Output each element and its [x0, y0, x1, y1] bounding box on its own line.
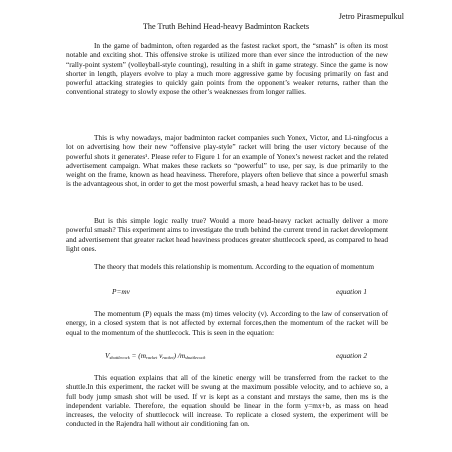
- paragraph-momentum: The momentum (P) equals the mass (m) times velocity (v). According to the law of conservation of energy, in a closed system that is not affected by external forces,then the momentum of the racket will be equal to the momentum of the shuttlecock. This is seen in the equation:: [66, 309, 388, 337]
- eq2-sub-shuttlecock-mass: shuttlecock: [185, 355, 206, 360]
- paragraph-intro: In the game of badminton, often regarded as the fastest racket sport, the “smash” is often its most notable and exciting shot. This offensive stroke is utilized more than ever since the introduction of the new “rally-point system” (volleyball-style counting), resulting in a shift in game strategy. Since the game is now shorter in length, players evolve to play a much more aggressive game by focusing primarily on fast and powerful attacking strategies to quickly gain points from the opponent’s weaker returns, rather than the conventional strategy to slowly expose the other’s weaknesses from longer rallies.: [66, 41, 388, 97]
- eq2-sub-racket-velocity: racket: [162, 355, 174, 360]
- equation-1-label: equation 1: [336, 287, 368, 296]
- paragraph-question: But is this simple logic really true? Would a more head-heavy racket actually deliver a more powerful smash? This experiment aims to investigate the truth behind the current trend in racket development and advertisement that greater racket head heaviness produces greater shuttlecock speed, as compared to head light ones.: [66, 216, 388, 253]
- eq2-sub-racket-mass: racket: [146, 355, 158, 360]
- equation-1-formula: P=mv: [112, 287, 130, 296]
- eq2-velocity-racket: v: [157, 351, 163, 360]
- document-title: The Truth Behind Head-heavy Badminton Rackets: [142, 22, 310, 31]
- author-name: Jetro Pirasmepulkul: [338, 12, 404, 21]
- eq2-equals-mass: = (m: [129, 351, 146, 360]
- eq2-sub-shuttlecock: shuttlecock: [109, 355, 130, 360]
- equation-2-formula: [105, 351, 205, 360]
- paragraph-companies: This is why nowadays, major badminton racket companies such Yonex, Victor, and Li-ningfocus a lot on advertising how their new “offensive play-style” racket will bring the user victory because of the powerful shots it generates¹. Please refer to Figure 1 for an example of Yonex’s newest racket and the related advertisement campaign. What makes these rackets so “powerful” to use, per say, is due primarily to the weight on the frame, known as head heaviness. Therefore, players often believe that since a powerful smash is the advantageous shot, in order to get the most powerful smash, a head heavy racket has to be used.: [66, 133, 388, 189]
- eq2-velocity-symbol: V: [105, 351, 110, 360]
- paragraph-theory: The theory that models this relationship is momentum. According to the equation of momentum: [94, 262, 375, 271]
- paragraph-conclusion: This equation explains that all of the kinetic energy will be transferred from the racket to the shuttle.In this experiment, the racket will be swung at the maximum possible velocity, and to achieve so, a full body jump smash shot will be used. If vr is kept as a constant and mrstays the same, then ms is the independent variable. Therefore, the equation should be linear in the form y=mx+b, as mass on head increases, the velocity of shuttlecock will increase. To replicate a closed system, the experiment will be conducted in the Rajendra hall without air conditioning fan on.: [66, 373, 388, 429]
- equation-2-label: equation 2: [336, 351, 368, 360]
- eq2-divide-mass: ) /m: [173, 351, 186, 360]
